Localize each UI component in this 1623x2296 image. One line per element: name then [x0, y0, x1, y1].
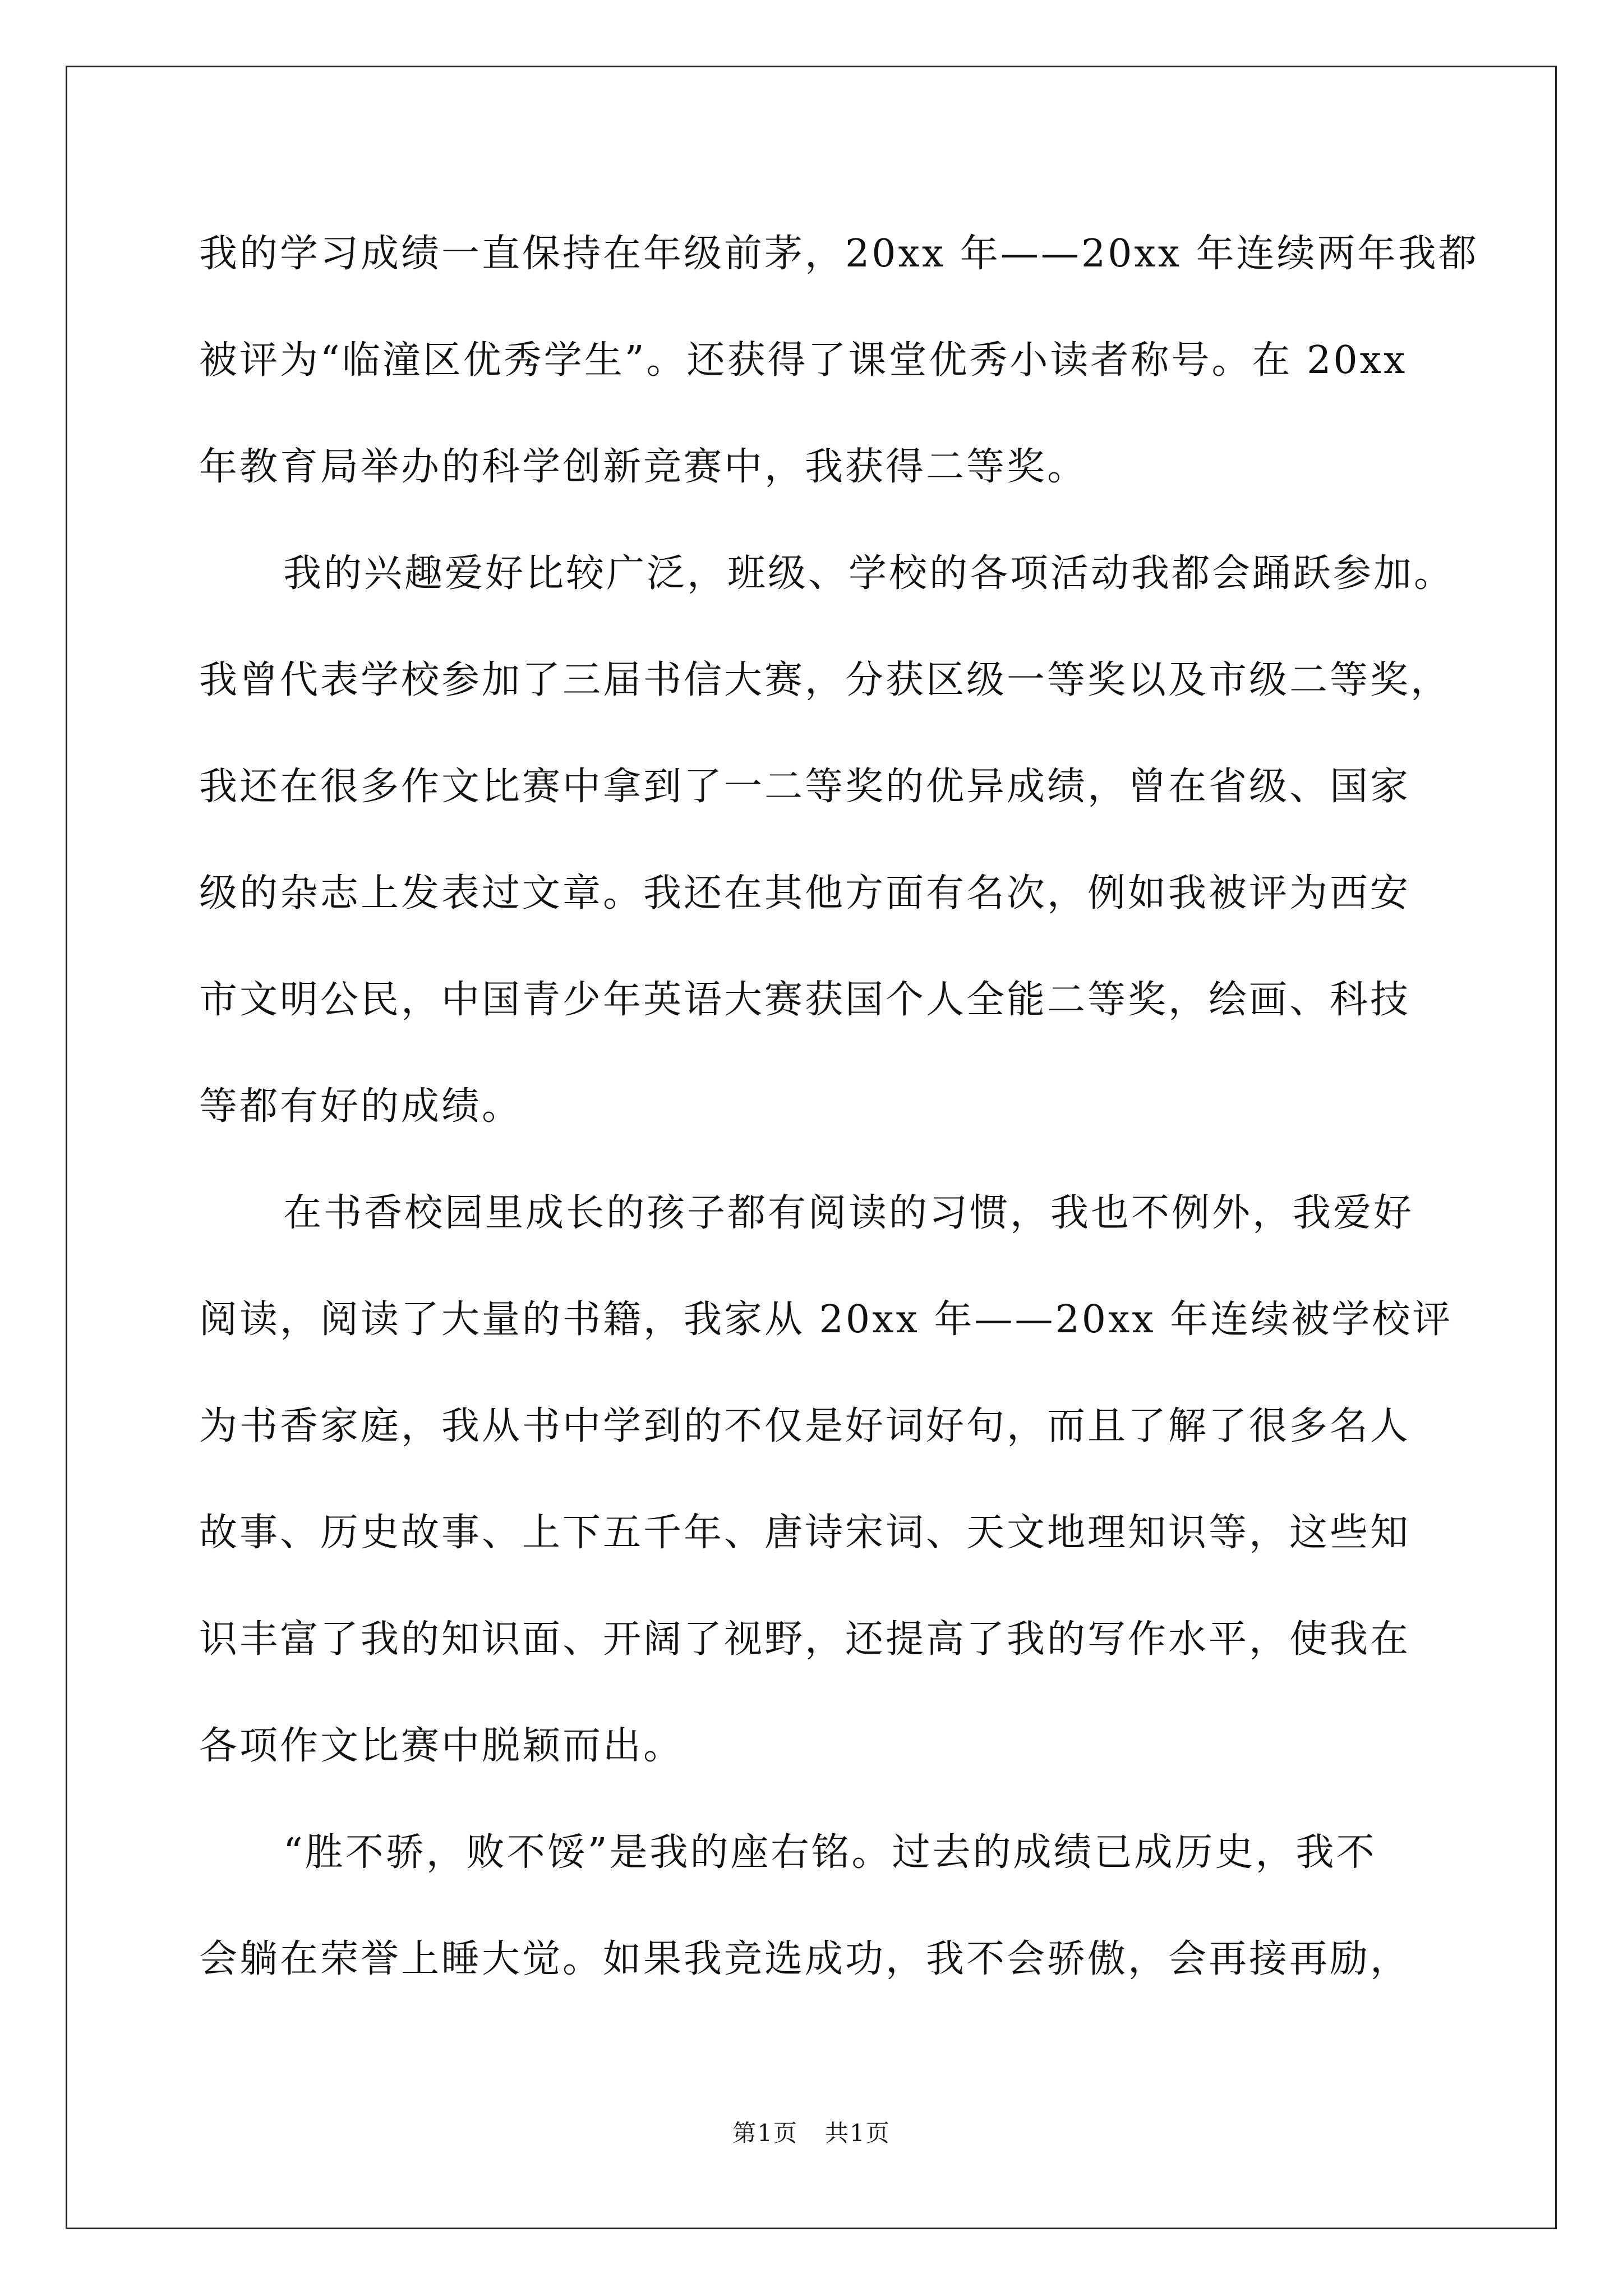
text-line-1: 我的学习成绩一直保持在年级前茅，20xx 年——20xx 年连续两年我都 [199, 232, 1479, 276]
text-line-9: 等都有好的成绩。 [199, 1084, 523, 1129]
document-body [199, 201, 1479, 2013]
text-line-2: 被评为“临潼区优秀学生”。还获得了课堂优秀小读者称号。在 20xx [199, 338, 1408, 383]
text-line-7: 级的杂志上发表过文章。我还在其他方面有名次，例如我被评为西安 [199, 871, 1411, 915]
text-line-4: 我的兴趣爱好比较广泛，班级、学校的各项活动我都会踊跃参加。 [283, 551, 1455, 596]
text-line-11: 阅读，阅读了大量的书籍，我家从 20xx 年——20xx 年连续被学校评 [199, 1297, 1453, 1342]
text-line-17: 会躺在荣誉上睡大觉。如果我竞选成功，我不会骄傲，会再接再励， [199, 1937, 1411, 1981]
text-line-10: 在书香校园里成长的孩子都有阅读的习惯，我也不例外，我爱好 [283, 1191, 1414, 1235]
page-footer [0, 2115, 1623, 2148]
text-line-3: 年教育局举办的科学创新竞赛中，我获得二等奖。 [199, 445, 1088, 489]
text-line-14: 识丰富了我的知识面、开阔了视野，还提高了我的写作水平，使我在 [199, 1617, 1411, 1662]
text-line-15: 各项作文比赛中脱颖而出。 [199, 1724, 684, 1768]
text-line-13: 故事、历史故事、上下五千年、唐诗宋词、天文地理知识等，这些知 [199, 1511, 1411, 1555]
text-line-6: 我还在很多作文比赛中拿到了一二等奖的优异成绩，曾在省级、国家 [199, 765, 1411, 809]
page-number-total: 共1页 [825, 2119, 891, 2147]
text-line-16: “胜不骄，败不馁”是我的座右铭。过去的成绩已成历史，我不 [283, 1830, 1377, 1875]
text-line-12: 为书香家庭，我从书中学到的不仅是好词好句，而且了解了很多名人 [199, 1404, 1411, 1448]
text-line-5: 我曾代表学校参加了三届书信大赛，分获区级一等奖以及市级二等奖， [199, 658, 1451, 702]
page-number-current: 第1页 [732, 2119, 798, 2147]
text-line-8: 市文明公民，中国青少年英语大赛获国个人全能二等奖，绘画、科技 [199, 978, 1411, 1022]
